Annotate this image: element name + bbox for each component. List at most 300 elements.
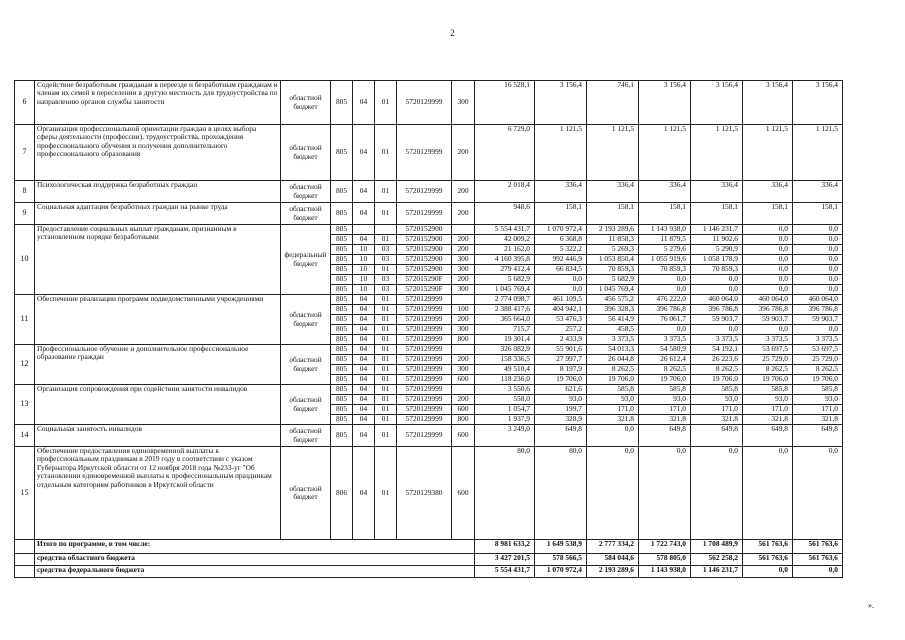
year-2022: 460 064,0 xyxy=(691,295,743,305)
year-2019: 199,7 xyxy=(535,405,587,415)
year-2020: 746,1 xyxy=(587,81,639,125)
grbs-code: 805 xyxy=(331,305,353,315)
total-amount: 5 682,9 xyxy=(475,275,535,285)
measure-description: Организация профессиональной ориентации граждан в целях выбора сферы деятельности (профессии), трудоустройства, прохождения профессионального обучения и получения дополнительного профессионального образования xyxy=(35,125,281,181)
total-amount: 326 082,9 xyxy=(475,345,535,355)
section-code: 04 xyxy=(353,315,375,325)
totals-value: 2 193 289,6 xyxy=(587,566,639,578)
year-2020: 19 706,0 xyxy=(587,375,639,385)
row-number: 15 xyxy=(15,447,35,540)
target-article-code: 5720129999 xyxy=(397,81,452,125)
expense-type-code xyxy=(452,345,475,355)
totals-spacer xyxy=(15,540,35,554)
row-number: 9 xyxy=(15,203,35,225)
year-2022: 1 058 178,9 xyxy=(691,255,743,265)
year-2024: 649,8 xyxy=(793,425,843,447)
row-number: 7 xyxy=(15,125,35,181)
section-code: 04 xyxy=(353,305,375,315)
year-2024: 460 064,0 xyxy=(793,295,843,305)
funding-source: областной бюджет xyxy=(281,295,331,345)
year-2020: 336,4 xyxy=(587,181,639,203)
year-2020: 5 682,9 xyxy=(587,275,639,285)
expense-type-code: 200 xyxy=(452,315,475,325)
year-2023: 0,0 xyxy=(743,245,793,255)
grbs-code: 805 xyxy=(331,275,353,285)
grbs-code: 806 xyxy=(331,447,353,540)
grbs-code: 805 xyxy=(331,365,353,375)
grbs-code: 805 xyxy=(331,181,353,203)
year-2022: 1 121,5 xyxy=(691,125,743,181)
year-2020: 0,0 xyxy=(587,447,639,540)
totals-value: 0,0 xyxy=(743,566,793,578)
totals-value: 5 554 431,7 xyxy=(475,566,535,578)
subsection-code: 01 xyxy=(375,235,397,245)
grbs-code: 805 xyxy=(331,375,353,385)
expense-type-code: 600 xyxy=(452,405,475,415)
totals-value: 0,0 xyxy=(793,566,843,578)
year-2022: 59 903,7 xyxy=(691,315,743,325)
year-2020: 2 193 289,6 xyxy=(587,225,639,235)
totals-value: 584 044,6 xyxy=(587,554,639,566)
section-code xyxy=(353,225,375,235)
row-number: 6 xyxy=(15,81,35,125)
subsection-code: 01 xyxy=(375,425,397,447)
total-amount: 21 162,0 xyxy=(475,245,535,255)
expense-type-code xyxy=(452,385,475,395)
section-code: 10 xyxy=(353,275,375,285)
grbs-code: 805 xyxy=(331,385,353,395)
total-amount: 3 550,6 xyxy=(475,385,535,395)
section-code: 04 xyxy=(353,295,375,305)
totals-value: 561 763,6 xyxy=(793,540,843,554)
table-row xyxy=(15,81,843,125)
year-2024: 0,0 xyxy=(793,235,843,245)
row-number: 8 xyxy=(15,181,35,203)
section-code: 04 xyxy=(353,405,375,415)
year-2021: 1 055 919,6 xyxy=(639,255,691,265)
total-amount: 118 236,0 xyxy=(475,375,535,385)
subsection-code: 01 xyxy=(375,375,397,385)
totals-value: 2 777 334,2 xyxy=(587,540,639,554)
year-2021: 158,1 xyxy=(639,203,691,225)
table-row xyxy=(15,125,843,181)
funding-source: областной бюджет xyxy=(281,181,331,203)
subsection-code: 01 xyxy=(375,181,397,203)
total-amount: 6 729,0 xyxy=(475,125,535,181)
year-2019: 1 121,5 xyxy=(535,125,587,181)
table-row xyxy=(15,225,843,235)
year-2023: 1 121,5 xyxy=(743,125,793,181)
page-number: 2 xyxy=(450,28,455,38)
totals-value: 1 143 938,0 xyxy=(639,566,691,578)
subsection-code: 01 xyxy=(375,295,397,305)
year-2023: 0,0 xyxy=(743,285,793,295)
expense-type-code: 300 xyxy=(452,81,475,125)
totals-row xyxy=(15,540,843,554)
year-2022: 3 373,5 xyxy=(691,335,743,345)
year-2022: 93,0 xyxy=(691,395,743,405)
year-2024: 3 373,5 xyxy=(793,335,843,345)
row-number: 11 xyxy=(15,295,35,345)
section-code: 10 xyxy=(353,255,375,265)
year-2021: 11 879,5 xyxy=(639,235,691,245)
totals-value: 578 805,0 xyxy=(639,554,691,566)
section-code: 04 xyxy=(353,335,375,345)
totals-value: 1 708 489,9 xyxy=(691,540,743,554)
row-number: 12 xyxy=(15,345,35,385)
section-code: 04 xyxy=(353,181,375,203)
year-2019: 328,9 xyxy=(535,415,587,425)
expense-type-code: 100 xyxy=(452,305,475,315)
year-2019: 461 109,5 xyxy=(535,295,587,305)
year-2023: 53 697,5 xyxy=(743,345,793,355)
total-amount: 1 045 769,4 xyxy=(475,285,535,295)
year-2023: 0,0 xyxy=(743,447,793,540)
year-2019: 5 322,2 xyxy=(535,245,587,255)
year-2020: 70 859,3 xyxy=(587,265,639,275)
expense-type-code: 600 xyxy=(452,425,475,447)
year-2021: 0,0 xyxy=(639,325,691,335)
year-2021: 0,0 xyxy=(639,285,691,295)
funding-source: областной бюджет xyxy=(281,81,331,125)
funding-source: областной бюджет xyxy=(281,425,331,447)
year-2020: 1 053 850,4 xyxy=(587,255,639,265)
target-article-code: 5720129999 xyxy=(397,385,452,395)
year-2020: 396 328,3 xyxy=(587,305,639,315)
section-code: 04 xyxy=(353,415,375,425)
expense-type-code: 200 xyxy=(452,355,475,365)
year-2023: 158,1 xyxy=(743,203,793,225)
target-article-code: 5720129999 xyxy=(397,365,452,375)
measure-description: Психологическая поддержка безработных граждан xyxy=(35,181,281,203)
expense-type-code: 300 xyxy=(452,265,475,275)
funding-source: федеральный бюджет xyxy=(281,225,331,295)
target-article-code: 5720129999 xyxy=(397,375,452,385)
total-amount: 2 018,4 xyxy=(475,181,535,203)
totals-row xyxy=(15,566,843,578)
subsection-code: 01 xyxy=(375,415,397,425)
total-amount: 558,0 xyxy=(475,395,535,405)
year-2023: 0,0 xyxy=(743,325,793,335)
year-2021: 3 156,4 xyxy=(639,81,691,125)
totals-value: 561 763,6 xyxy=(793,554,843,566)
year-2022: 5 290,9 xyxy=(691,245,743,255)
expense-type-code: 300 xyxy=(452,365,475,375)
grbs-code: 805 xyxy=(331,415,353,425)
year-2023: 3 373,5 xyxy=(743,335,793,345)
total-amount: 2 388 417,6 xyxy=(475,305,535,315)
year-2019: 55 901,6 xyxy=(535,345,587,355)
measure-description: Социальная адаптация безработных граждан на рынке труда xyxy=(35,203,281,225)
subsection-code: 01 xyxy=(375,203,397,225)
row-number: 10 xyxy=(15,225,35,295)
expense-type-code xyxy=(452,225,475,235)
year-2019: 1 070 972,4 xyxy=(535,225,587,235)
subsection-code: 01 xyxy=(375,447,397,540)
year-2024: 0,0 xyxy=(793,255,843,265)
year-2023: 396 786,8 xyxy=(743,305,793,315)
target-article-code: 5720152900 xyxy=(397,235,452,245)
total-amount: 80,0 xyxy=(475,447,535,540)
totals-value: 1 722 743,0 xyxy=(639,540,691,554)
section-code: 04 xyxy=(353,375,375,385)
year-2023: 0,0 xyxy=(743,235,793,245)
end-mark: ». xyxy=(868,601,874,610)
grbs-code: 805 xyxy=(331,405,353,415)
totals-value: 8 981 633,2 xyxy=(475,540,535,554)
year-2019: 257,2 xyxy=(535,325,587,335)
year-2023: 171,0 xyxy=(743,405,793,415)
subsection-code: 01 xyxy=(375,365,397,375)
target-article-code: 5720129999 xyxy=(397,425,452,447)
totals-label: Итого по программе, в том числе: xyxy=(35,540,475,554)
expense-type-code: 800 xyxy=(452,415,475,425)
expense-type-code: 200 xyxy=(452,235,475,245)
section-code: 04 xyxy=(353,235,375,245)
year-2022: 158,1 xyxy=(691,203,743,225)
totals-row xyxy=(15,554,843,566)
year-2022: 0,0 xyxy=(691,325,743,335)
year-2021: 171,0 xyxy=(639,405,691,415)
totals-spacer xyxy=(15,566,35,578)
year-2019: 404 942,1 xyxy=(535,305,587,315)
grbs-code: 805 xyxy=(331,345,353,355)
year-2023: 59 903,7 xyxy=(743,315,793,325)
total-amount: 158 336,5 xyxy=(475,355,535,365)
funding-source: областной бюджет xyxy=(281,345,331,385)
year-2022: 171,0 xyxy=(691,405,743,415)
year-2022: 8 262,5 xyxy=(691,365,743,375)
expense-type-code: 200 xyxy=(452,395,475,405)
target-article-code: 5720129999 xyxy=(397,335,452,345)
year-2022: 585,8 xyxy=(691,385,743,395)
year-2023: 649,8 xyxy=(743,425,793,447)
year-2023: 460 064,0 xyxy=(743,295,793,305)
section-code: 04 xyxy=(353,81,375,125)
section-code: 04 xyxy=(353,125,375,181)
grbs-code: 805 xyxy=(331,81,353,125)
subsection-code: 03 xyxy=(375,275,397,285)
year-2024: 93,0 xyxy=(793,395,843,405)
year-2021: 19 706,0 xyxy=(639,375,691,385)
table-row xyxy=(15,447,843,540)
year-2021: 54 580,9 xyxy=(639,345,691,355)
year-2020: 585,8 xyxy=(587,385,639,395)
year-2021: 336,4 xyxy=(639,181,691,203)
year-2020: 54 013,3 xyxy=(587,345,639,355)
grbs-code: 805 xyxy=(331,335,353,345)
expense-type-code: 200 xyxy=(452,125,475,181)
section-code: 04 xyxy=(353,365,375,375)
year-2019: 336,4 xyxy=(535,181,587,203)
section-code: 04 xyxy=(353,395,375,405)
year-2021: 1 121,5 xyxy=(639,125,691,181)
year-2022: 336,4 xyxy=(691,181,743,203)
subsection-code: 03 xyxy=(375,285,397,295)
section-code: 10 xyxy=(353,285,375,295)
expense-type-code xyxy=(452,295,475,305)
year-2023: 585,8 xyxy=(743,385,793,395)
expense-type-code: 300 xyxy=(452,285,475,295)
total-amount: 1 054,7 xyxy=(475,405,535,415)
expense-type-code: 300 xyxy=(452,325,475,335)
year-2023: 25 729,0 xyxy=(743,355,793,365)
grbs-code: 805 xyxy=(331,225,353,235)
row-number: 14 xyxy=(15,425,35,447)
subsection-code: 01 xyxy=(375,355,397,365)
year-2024: 8 262,5 xyxy=(793,365,843,375)
target-article-code: 5720129999 xyxy=(397,345,452,355)
year-2022: 0,0 xyxy=(691,285,743,295)
grbs-code: 805 xyxy=(331,315,353,325)
grbs-code: 805 xyxy=(331,355,353,365)
total-amount: 1 937,9 xyxy=(475,415,535,425)
measure-description: Организация сопровождения при содействии занятости инвалидов xyxy=(35,385,281,425)
expense-type-code: 600 xyxy=(452,375,475,385)
year-2019: 66 834,5 xyxy=(535,265,587,275)
totals-value: 3 427 201,5 xyxy=(475,554,535,566)
year-2020: 1 121,5 xyxy=(587,125,639,181)
total-amount: 279 412,4 xyxy=(475,265,535,275)
target-article-code: 5720129999 xyxy=(397,355,452,365)
year-2022: 19 706,0 xyxy=(691,375,743,385)
totals-value: 1 649 538,9 xyxy=(535,540,587,554)
totals-value: 1 070 972,4 xyxy=(535,566,587,578)
target-article-code: 5720129999 xyxy=(397,325,452,335)
year-2022: 396 786,8 xyxy=(691,305,743,315)
grbs-code: 805 xyxy=(331,245,353,255)
subsection-code: 03 xyxy=(375,255,397,265)
measure-description: Обеспечение предоставления единовременной выплаты к профессиональным праздникам в 2019 году в соответствии с указом Губернатора Иркутской области от 12 ноября 2018 года №233-уг "Об установлении единовременной выплаты к профессиональным праздникам отдельным категориям работников в Иркутской области xyxy=(35,447,281,540)
year-2021: 5 279,6 xyxy=(639,245,691,255)
total-amount: 49 510,4 xyxy=(475,365,535,375)
subsection-code: 01 xyxy=(375,335,397,345)
section-code: 04 xyxy=(353,203,375,225)
subsection-code: 01 xyxy=(375,395,397,405)
program-table-container xyxy=(14,80,843,578)
year-2019: 992 446,9 xyxy=(535,255,587,265)
measure-description: Социальная занятость инвалидов xyxy=(35,425,281,447)
target-article-code: 5720129999 xyxy=(397,415,452,425)
program-funding-table xyxy=(14,80,843,578)
target-article-code: 572015290F xyxy=(397,285,452,295)
total-amount: 2 774 098,7 xyxy=(475,295,535,305)
table-row xyxy=(15,385,843,395)
year-2020: 93,0 xyxy=(587,395,639,405)
totals-value: 561 763,6 xyxy=(743,554,793,566)
year-2020: 321,8 xyxy=(587,415,639,425)
year-2023: 93,0 xyxy=(743,395,793,405)
year-2023: 0,0 xyxy=(743,255,793,265)
total-amount: 715,7 xyxy=(475,325,535,335)
year-2023: 8 262,5 xyxy=(743,365,793,375)
year-2023: 0,0 xyxy=(743,275,793,285)
funding-source: областной бюджет xyxy=(281,447,331,540)
expense-type-code: 200 xyxy=(452,275,475,285)
subsection-code: 01 xyxy=(375,325,397,335)
expense-type-code: 200 xyxy=(452,181,475,203)
year-2024: 171,0 xyxy=(793,405,843,415)
year-2023: 336,4 xyxy=(743,181,793,203)
year-2019: 6 368,8 xyxy=(535,235,587,245)
grbs-code: 805 xyxy=(331,285,353,295)
subsection-code: 01 xyxy=(375,305,397,315)
year-2020: 5 269,3 xyxy=(587,245,639,255)
totals-label: средства областного бюджета xyxy=(35,554,475,566)
grbs-code: 805 xyxy=(331,235,353,245)
target-article-code: 5720152900 xyxy=(397,225,452,235)
totals-label: средства федерального бюджета xyxy=(35,566,475,578)
total-amount: 16 528,1 xyxy=(475,81,535,125)
funding-source: областной бюджет xyxy=(281,203,331,225)
year-2019: 649,8 xyxy=(535,425,587,447)
year-2024: 0,0 xyxy=(793,265,843,275)
section-code: 04 xyxy=(353,425,375,447)
year-2024: 53 697,5 xyxy=(793,345,843,355)
year-2024: 3 156,4 xyxy=(793,81,843,125)
table-row xyxy=(15,425,843,447)
subsection-code: 01 xyxy=(375,265,397,275)
year-2022: 11 902,6 xyxy=(691,235,743,245)
totals-value: 562 258,2 xyxy=(691,554,743,566)
year-2020: 26 044,8 xyxy=(587,355,639,365)
year-2019: 2 433,9 xyxy=(535,335,587,345)
subsection-code: 01 xyxy=(375,345,397,355)
subsection-code: 01 xyxy=(375,315,397,325)
year-2024: 0,0 xyxy=(793,245,843,255)
year-2024: 0,0 xyxy=(793,325,843,335)
year-2020: 171,0 xyxy=(587,405,639,415)
target-article-code: 5720152900 xyxy=(397,245,452,255)
expense-type-code: 300 xyxy=(452,255,475,265)
year-2019: 158,1 xyxy=(535,203,587,225)
table-row xyxy=(15,295,843,305)
expense-type-code: 800 xyxy=(452,335,475,345)
year-2021: 26 612,4 xyxy=(639,355,691,365)
year-2023: 321,8 xyxy=(743,415,793,425)
target-article-code: 5720129380 xyxy=(397,447,452,540)
year-2022: 0,0 xyxy=(691,275,743,285)
year-2019: 27 997,7 xyxy=(535,355,587,365)
year-2019: 0,0 xyxy=(535,275,587,285)
year-2024: 0,0 xyxy=(793,447,843,540)
total-amount: 5 554 431,7 xyxy=(475,225,535,235)
section-code: 10 xyxy=(353,265,375,275)
target-article-code: 5720152900 xyxy=(397,255,452,265)
year-2021: 0,0 xyxy=(639,447,691,540)
year-2019: 19 706,0 xyxy=(535,375,587,385)
year-2021: 76 061,7 xyxy=(639,315,691,325)
year-2021: 1 143 938,0 xyxy=(639,225,691,235)
target-article-code: 5720129999 xyxy=(397,181,452,203)
section-code: 04 xyxy=(353,355,375,365)
year-2024: 158,1 xyxy=(793,203,843,225)
table-row xyxy=(15,345,843,355)
year-2019: 621,6 xyxy=(535,385,587,395)
section-code: 04 xyxy=(353,325,375,335)
year-2020: 456 575,2 xyxy=(587,295,639,305)
target-article-code: 5720129999 xyxy=(397,125,452,181)
totals-value: 561 763,6 xyxy=(743,540,793,554)
year-2021: 3 373,5 xyxy=(639,335,691,345)
grbs-code: 805 xyxy=(331,295,353,305)
year-2021: 0,0 xyxy=(639,275,691,285)
year-2022: 0,0 xyxy=(691,447,743,540)
year-2021: 70 859,3 xyxy=(639,265,691,275)
year-2022: 3 156,4 xyxy=(691,81,743,125)
target-article-code: 5720129999 xyxy=(397,405,452,415)
target-article-code: 5720129999 xyxy=(397,203,452,225)
